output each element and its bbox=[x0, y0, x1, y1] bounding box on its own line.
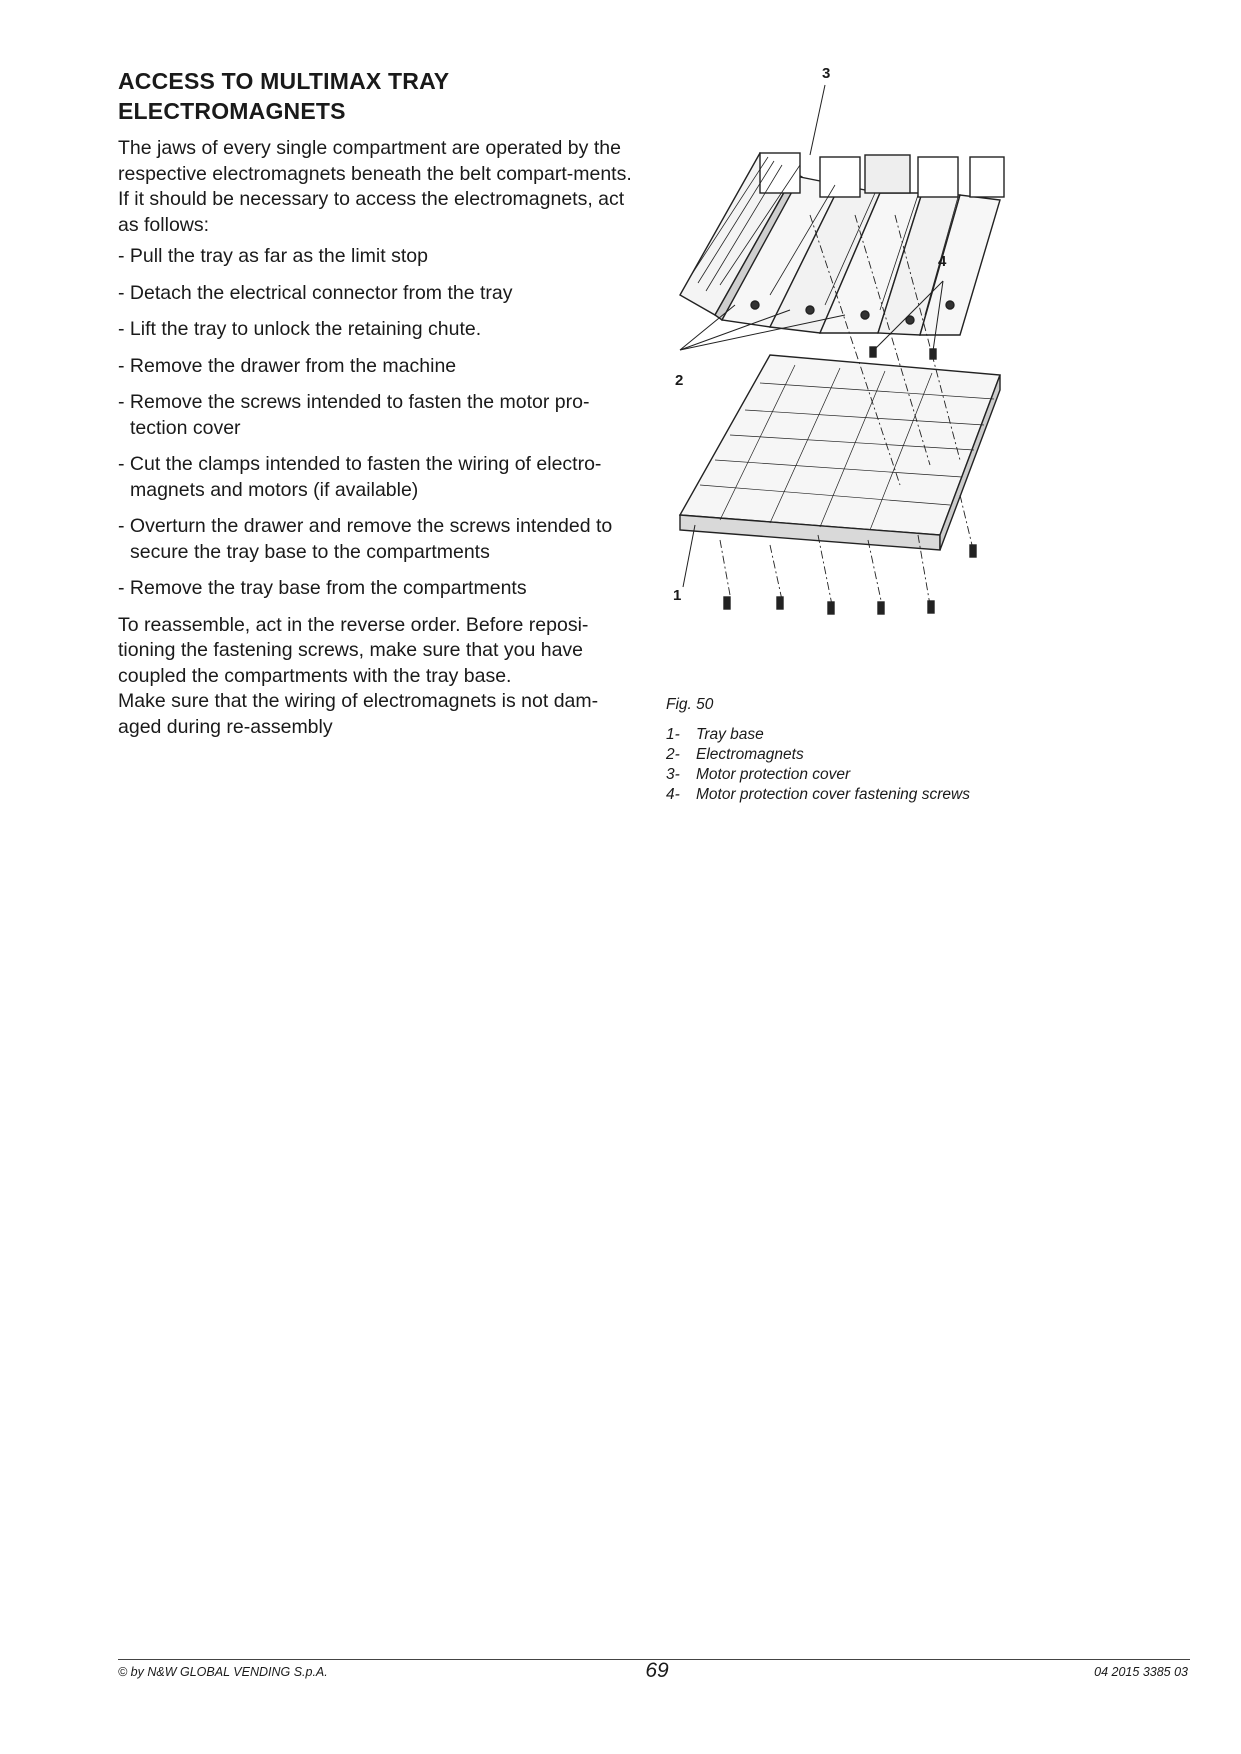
footer-copyright: © by N&W GLOBAL VENDING S.p.A. bbox=[118, 1665, 328, 1679]
title-line-1: ACCESS TO MULTIMAX TRAY bbox=[118, 68, 450, 94]
step-item: - Remove the tray base from the compartments bbox=[118, 577, 527, 599]
procedure-steps bbox=[118, 244, 638, 602]
compartments-drawing bbox=[680, 153, 1004, 335]
page-title bbox=[118, 66, 638, 126]
legend-text: Tray base bbox=[696, 726, 764, 743]
step-item: - Lift the tray to unlock the retaining chute. bbox=[118, 318, 482, 340]
tray-exploded-drawing bbox=[660, 65, 1110, 690]
callout-4: 4 bbox=[938, 253, 947, 270]
step-item: - Overturn the drawer and remove the screws intended to secure the tray base to the compartments bbox=[118, 515, 613, 563]
legend-text: Electromagnets bbox=[696, 746, 804, 763]
legend-number: 3- bbox=[666, 766, 680, 783]
step-item: - Remove the screws intended to fasten the motor pro-tection cover bbox=[118, 391, 590, 439]
legend-item bbox=[666, 745, 970, 765]
tray-base-drawing bbox=[680, 355, 1000, 550]
step-item: - Cut the clamps intended to fasten the wiring of electro-magnets and motors (if available) bbox=[118, 453, 602, 501]
figure-legend bbox=[666, 725, 970, 805]
instructions-column bbox=[118, 136, 638, 740]
footer-doc-code: 04 2015 3385 03 bbox=[1094, 1665, 1188, 1679]
step-item: - Detach the electrical connector from the tray bbox=[118, 281, 513, 304]
title-line-2: ELECTROMAGNETS bbox=[118, 98, 346, 124]
legend-text: Motor protection cover fastening screws bbox=[696, 786, 970, 803]
callout-2: 2 bbox=[675, 372, 684, 389]
legend-number: 2- bbox=[666, 746, 680, 763]
outro-paragraph-2: Make sure that the wiring of electromagnets is not dam-aged during re-assembly bbox=[118, 690, 599, 738]
step-item: - Remove the drawer from the machine bbox=[118, 354, 457, 377]
callout-1: 1 bbox=[673, 587, 682, 604]
intro-paragraph-2: If it should be necessary to access the electromagnets, act as follows: bbox=[118, 188, 625, 236]
exploded-view-figure bbox=[660, 65, 1110, 690]
legend-item bbox=[666, 765, 970, 785]
legend-number: 4- bbox=[666, 786, 680, 803]
step-item: - Pull the tray as far as the limit stop bbox=[118, 245, 428, 267]
legend-number: 1- bbox=[666, 726, 680, 743]
callout-3: 3 bbox=[822, 65, 831, 82]
legend-item bbox=[666, 725, 970, 745]
outro-paragraph-1: To reassemble, act in the reverse order. Before reposi-tioning the fastening screws, make sure that you have coupled the compartments with the tray base. bbox=[118, 613, 589, 687]
legend-item bbox=[666, 785, 970, 805]
page-number: 69 bbox=[645, 1659, 669, 1682]
legend-text: Motor protection cover bbox=[696, 766, 851, 783]
figure-caption: Fig. 50 bbox=[666, 696, 714, 713]
intro-paragraph-1: The jaws of every single compartment are operated by the respective electromagnets beneath the belt compart-ments. bbox=[118, 137, 632, 185]
